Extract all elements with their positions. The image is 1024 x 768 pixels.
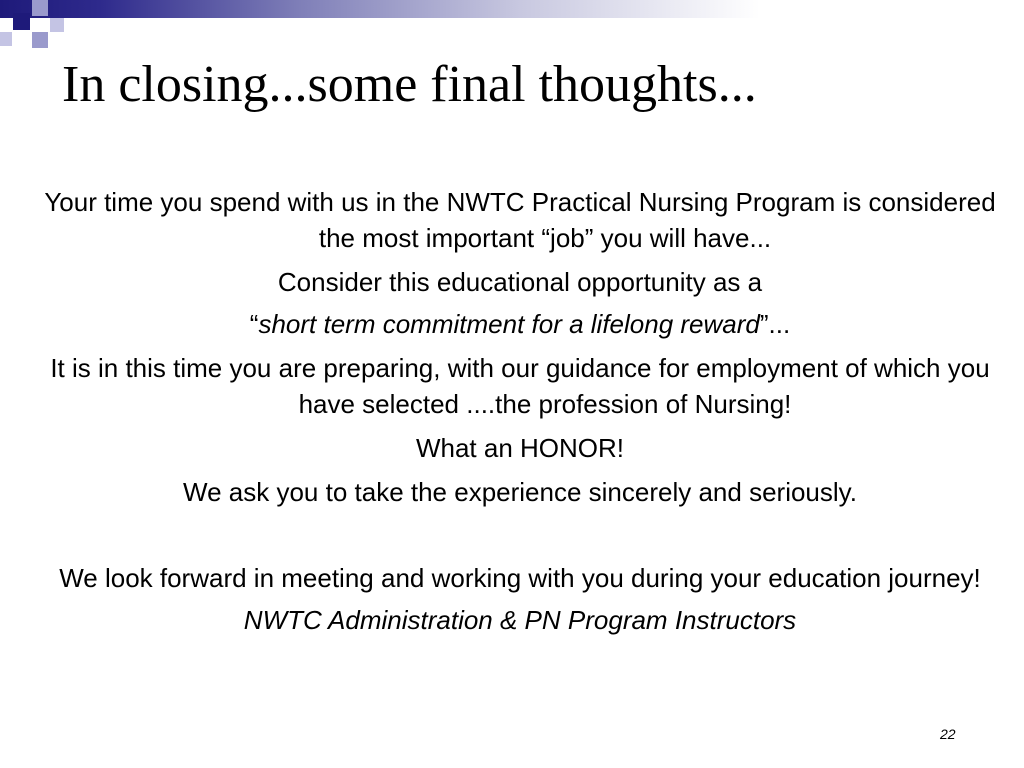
paragraph-reward-quote	[40, 306, 1000, 342]
decor-square-dark	[13, 13, 30, 30]
close-quote: ”...	[759, 309, 791, 339]
decor-square-light	[50, 18, 64, 32]
reward-italic: short term commitment for a lifelong reward	[258, 309, 760, 339]
paragraph-sincerely: We ask you to take the experience sincerely and seriously.	[183, 477, 857, 507]
header-gradient-bar	[0, 0, 1024, 18]
decor-square-light	[32, 32, 48, 48]
slide-title: In closing...some final thoughts...	[62, 56, 757, 113]
page-number: 22	[940, 726, 956, 742]
open-quote: “	[249, 309, 259, 339]
paragraph-consider: Consider this educational opportunity as a	[277, 267, 763, 297]
paragraph-job: Your time you spend with us in the NWTC Practical Nursing Program is considered the most important “job” you will have...	[44, 187, 996, 253]
slide-body	[40, 184, 1000, 638]
decor-square-light	[32, 0, 48, 16]
signature: NWTC Administration & PN Program Instructors	[243, 605, 797, 635]
paragraph-look-forward: We look forward in meeting and working with you during your education journey!	[59, 563, 981, 593]
paragraph-preparing: It is in this time you are preparing, with our guidance for employment of which you have selected ....the profession of Nursing!	[50, 353, 990, 419]
paragraph-honor: What an HONOR!	[415, 433, 625, 463]
decor-square-light	[0, 32, 12, 46]
